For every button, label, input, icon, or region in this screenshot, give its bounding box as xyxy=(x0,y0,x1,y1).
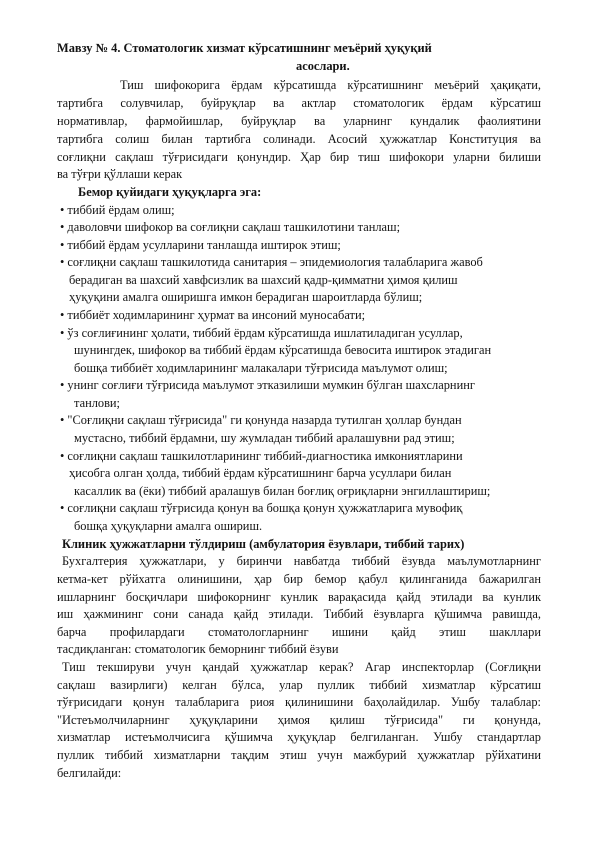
intro-line: ва тўғри қўллаши керак xyxy=(57,167,183,181)
check-line: тўғрисидаги қонун талабларига риоя қилинишини баҳолайдилар. Ушбу талаблар: xyxy=(57,695,541,709)
rights-item: бошқа тиббиёт ходимларининг малакалари тўғрисида маълумот олиш; xyxy=(74,361,448,375)
rights-item: • тиббий ёрдам олиш; xyxy=(60,203,175,217)
rights-item: ҳуқуқини амалга оширишга имкон берадиган шароитларда бўлиш; xyxy=(69,290,423,304)
clinic-line: кетма-кет рўйхатга олинишини, ҳар бир бемор қабул қилинганида бажарилган xyxy=(57,572,541,586)
rights-item: берадиган ва шахсий хавфсизлик ва шахсий қадр-қимматни ҳимоя қилиш xyxy=(69,273,458,287)
rights-item: • соғлиқни сақлаш ташкилотларининг тиббий-диагностика имкониятларини xyxy=(60,449,463,463)
check-line: "Истеъмолчиларнинг ҳуқуқларини ҳимоя қилиш тўғрисида" ги қонунда, xyxy=(57,713,541,727)
rights-item: • унинг соғлиғи тўғрисида маълумот этказилиши мумкин бўлган шахсларнинг xyxy=(60,378,475,392)
document-title-line-1: Мавзу № 4. Стоматологик хизмат кўрсатишнинг меъёрий ҳуқуқий xyxy=(57,41,432,55)
check-line: Тиш текшируви учун қандай ҳужжатлар керак? Агар инспекторлар (Соғлиқни xyxy=(62,660,541,674)
check-line: сақлаш вазирлиги) келган бўлса, улар пуллик тиббий хизматлар кўрсатиш xyxy=(57,678,541,692)
rights-item: касаллик ва (ёки) тиббий аралашув билан боғлиқ оғриқларни энгиллаштириш; xyxy=(74,484,491,498)
rights-item: танлови; xyxy=(74,396,120,410)
rights-item: • даволовчи шифокор ва соғлиқни сақлаш ташкилотини танлаш; xyxy=(60,220,401,234)
rights-item: бошқа ҳуқуқларни амалга ошириш. xyxy=(74,519,263,533)
check-line: хизматлар истеъмолчисига қўшимча ҳуқуқлар белгиланган. Ушбу стандартлар xyxy=(57,730,541,744)
rights-item: • тиббий ёрдам усулларини танлашда иштирок этиш; xyxy=(60,238,341,252)
rights-item: • тиббиёт ходимларининг ҳурмат ва инсоний муносабати; xyxy=(60,308,366,322)
rights-item: ҳисобга олган ҳолда, тиббий ёрдам кўрсатишнинг барча усуллари билан xyxy=(69,466,452,480)
intro-line: тартибга солувчилар, буйруқлар ва актлар стоматологик ёрдам кўрсатиш xyxy=(57,96,541,110)
intro-line: тартибга солиш билан тартибга солинади. Асосий ҳужжатлар Конституция ва xyxy=(57,132,541,146)
clinic-line: тасдиқланган: стоматологик беморнинг тиббий ёзуви xyxy=(57,642,339,656)
rights-item: шунингдек, шифокор ва тиббий ёрдам кўрсатишда бевосита иштирок этадиган xyxy=(74,343,492,357)
rights-item: • "Соғлиқни сақлаш тўғрисида" ги қонунда назарда тутилган ҳоллар бундан xyxy=(60,413,462,427)
document-title-line-2: асослари. xyxy=(296,59,350,73)
intro-line: нормативлар, фармойишлар, буйруқлар ва уларнинг кундалик фаолиятини xyxy=(57,114,541,128)
intro-line: Тиш шифокорига ёрдам кўрсатишда кўрсатишнинг меъёрий ҳақиқати, xyxy=(120,78,541,92)
rights-item: • соғлиқни сақлаш ташкилотида санитария – эпидемиология талабларига жавоб xyxy=(60,255,483,269)
rights-item: мустасно, тиббий ёрдамни, шу жумладан тиббий аралашувни рад этиш; xyxy=(74,431,455,445)
clinic-heading: Клиник ҳужжатларни тўлдириш (амбулатория ёзувлари, тиббий тарих) xyxy=(62,537,465,551)
clinic-line: ишларнинг босқичлари шифокорнинг кунлик варақасида қайд этилади ва кунлик xyxy=(57,590,541,604)
clinic-line: иш ҳажмининг сони санада қайд этилади. Тиббий ёзувларга қўшимча равишда, xyxy=(57,607,541,621)
rights-item: • соғлиқни сақлаш тўғрисида қонун ва бошқа қонун ҳужжатларига мувофиқ xyxy=(60,501,463,515)
check-line: белгилайди: xyxy=(57,766,122,780)
clinic-line: Бухгалтерия ҳужжатлари, у биринчи навбатда тиббий ёзувда маълумотларнинг xyxy=(62,554,541,568)
rights-item: • ўз соғлиғининг ҳолати, тиббий ёрдам кўрсатишда ишлатиладиган усуллар, xyxy=(60,326,463,340)
clinic-line: барча профилардаги стоматологларнинг ишини қайд этиш шакллари xyxy=(57,625,541,639)
rights-heading: Бемор қуйидаги ҳуқуқларга эга: xyxy=(78,185,262,199)
check-line: пуллик тиббий хизматларни тақдим этиш учун мажбурий ҳужжатлар рўйхатини xyxy=(57,748,541,762)
intro-line: соғлиқни сақлаш тўғрисидаги қонундир. Ҳар бир тиш шифокори уларни билиши xyxy=(57,150,541,164)
